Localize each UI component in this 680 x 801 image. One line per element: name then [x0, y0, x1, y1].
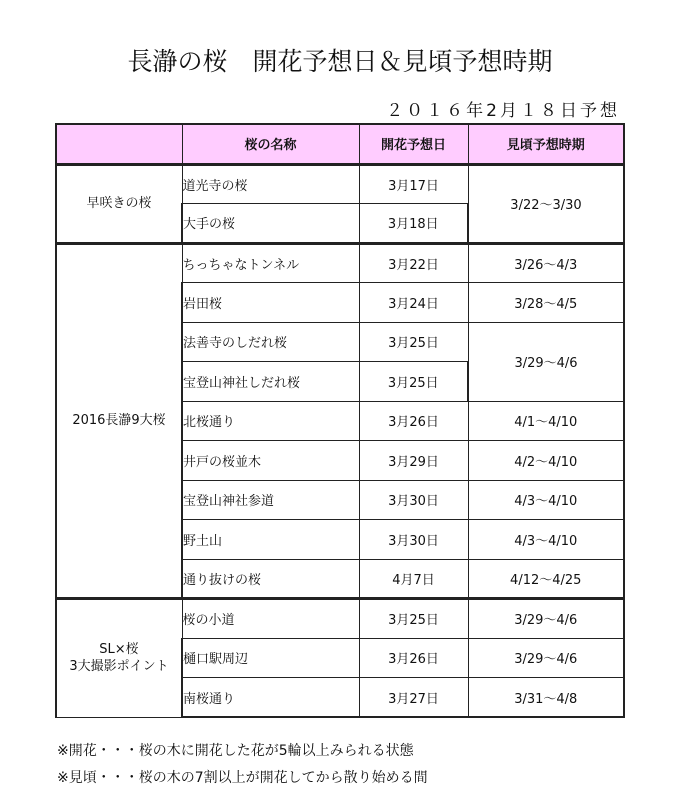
- bloom-date: 3月29日: [359, 441, 468, 481]
- note-peak-definition: ※見頃・・・桜の木の7割以上が開花してから散り始める間: [57, 770, 428, 786]
- peak-period: 3/22～3/30: [468, 164, 624, 243]
- peak-period: 4/12～4/25: [468, 559, 624, 599]
- spot-name: 樋口駅周辺: [182, 638, 359, 678]
- header-peak-period: 見頃予想時期: [468, 124, 624, 164]
- spot-name: 宝登山神社参道: [182, 480, 359, 520]
- header-category: [56, 124, 182, 164]
- peak-period: 4/3～4/10: [468, 480, 624, 520]
- peak-period: 3/29～4/6: [468, 322, 624, 401]
- table-header-row: [56, 124, 624, 164]
- peak-period: 4/3～4/10: [468, 520, 624, 560]
- group-label-line2: 3大撮影ポイント: [69, 659, 169, 675]
- table-row: [56, 599, 624, 639]
- spot-name: 北桜通り: [182, 401, 359, 441]
- bloom-date: 3月24日: [359, 283, 468, 323]
- group-label-early: 早咲きの桜: [56, 164, 182, 243]
- spot-name: 桜の小道: [182, 599, 359, 639]
- peak-period: 3/29～4/6: [468, 638, 624, 678]
- peak-period: 3/28～4/5: [468, 283, 624, 323]
- spot-name: ちっちゃなトンネル: [182, 243, 359, 283]
- header-bloom-date: 開花予想日: [359, 124, 468, 164]
- bloom-date: 3月25日: [359, 362, 468, 402]
- header-name: 桜の名称: [182, 124, 359, 164]
- spot-name: 井戸の桜並木: [182, 441, 359, 481]
- bloom-date: 3月17日: [359, 164, 468, 204]
- bloom-date: 3月30日: [359, 480, 468, 520]
- peak-period: 4/2～4/10: [468, 441, 624, 481]
- table-row: [56, 164, 624, 204]
- bloom-date: 3月27日: [359, 678, 468, 718]
- peak-period: 3/26～4/3: [468, 243, 624, 283]
- spot-name: 野土山: [182, 520, 359, 560]
- spot-name: 南桜通り: [182, 678, 359, 718]
- group-label-sl: [56, 599, 182, 718]
- spot-name: 法善寺のしだれ桜: [182, 322, 359, 362]
- spot-name: 通り抜けの桜: [182, 559, 359, 599]
- note-bloom-definition: ※開花・・・桜の木に開花した花が5輪以上みられる状態: [57, 743, 414, 759]
- spot-name: 道光寺の桜: [182, 164, 359, 204]
- spot-name: 宝登山神社しだれ桜: [182, 362, 359, 402]
- bloom-date: 3月22日: [359, 243, 468, 283]
- group-label-line1: SL×桜: [99, 642, 139, 658]
- peak-period: 4/1～4/10: [468, 401, 624, 441]
- table-row: [56, 243, 624, 283]
- spot-name: 大手の桜: [182, 204, 359, 244]
- sakura-forecast-table: [55, 123, 625, 718]
- footnotes: [57, 738, 428, 792]
- bloom-date: 3月30日: [359, 520, 468, 560]
- peak-period: 3/31～4/8: [468, 678, 624, 718]
- bloom-date: 3月25日: [359, 322, 468, 362]
- bloom-date: 3月25日: [359, 599, 468, 639]
- bloom-date: 3月26日: [359, 638, 468, 678]
- bloom-date: 4月7日: [359, 559, 468, 599]
- group-label-nine: 2016長瀞9大桜: [56, 243, 182, 599]
- bloom-date: 3月26日: [359, 401, 468, 441]
- page-title: 長瀞の桜 開花予想日＆見頃予想時期: [127, 47, 553, 76]
- forecast-date: ２０１６年2月１８日予想: [386, 101, 620, 121]
- peak-period: 3/29～4/6: [468, 599, 624, 639]
- bloom-date: 3月18日: [359, 204, 468, 244]
- spot-name: 岩田桜: [182, 283, 359, 323]
